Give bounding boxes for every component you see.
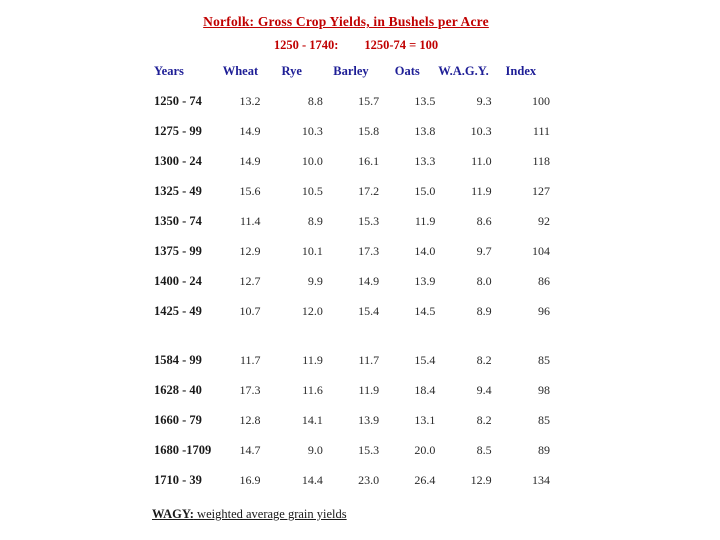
column-header-oats: Oats bbox=[394, 63, 420, 78]
value-cell: 13.9 bbox=[414, 273, 436, 288]
value-cell: 12.9 bbox=[470, 472, 492, 487]
value-cell: 13.8 bbox=[414, 123, 436, 138]
value-cell: 8.8 bbox=[307, 93, 323, 108]
value-cell: 12.9 bbox=[239, 243, 261, 258]
footnote-text: weighted average grain yields bbox=[193, 507, 347, 521]
value-cell: 15.4 bbox=[358, 303, 380, 318]
value-cell: 13.5 bbox=[414, 93, 436, 108]
subtitle-period: 1250 - 1740: bbox=[273, 38, 339, 52]
value-cell: 89 bbox=[538, 442, 550, 457]
footnote-label: WAGY: bbox=[152, 507, 194, 521]
value-cell: 96 bbox=[538, 303, 550, 318]
value-cell: 9.9 bbox=[307, 273, 323, 288]
value-cell: 11.7 bbox=[358, 352, 380, 367]
value-cell: 9.7 bbox=[476, 243, 492, 258]
value-cell: 14.7 bbox=[239, 442, 261, 457]
table-row bbox=[150, 375, 550, 405]
value-cell: 13.3 bbox=[414, 153, 436, 168]
value-cell: 8.2 bbox=[476, 352, 492, 367]
value-cell: 16.9 bbox=[239, 472, 261, 487]
value-cell: 98 bbox=[538, 382, 550, 397]
value-cell: 17.3 bbox=[239, 382, 261, 397]
value-cell: 118 bbox=[532, 153, 550, 168]
value-cell: 16.1 bbox=[358, 153, 380, 168]
value-cell: 92 bbox=[538, 213, 550, 228]
value-cell: 10.3 bbox=[301, 123, 323, 138]
table-body bbox=[150, 86, 550, 495]
years-cell: 1300 - 24 bbox=[154, 153, 202, 168]
column-header-barley: Barley bbox=[333, 63, 369, 78]
value-cell: 17.3 bbox=[358, 243, 380, 258]
value-cell: 11.9 bbox=[302, 352, 323, 367]
value-cell: 20.0 bbox=[414, 442, 436, 457]
slide-title: Norfolk: Gross Crop Yields, in Bushels per Acre bbox=[203, 14, 489, 29]
value-cell: 9.4 bbox=[476, 382, 492, 397]
value-cell: 11.7 bbox=[239, 352, 261, 367]
value-cell: 15.7 bbox=[358, 93, 380, 108]
value-cell: 11.9 bbox=[358, 382, 380, 397]
value-cell: 14.4 bbox=[301, 472, 323, 487]
value-cell: 8.9 bbox=[476, 303, 492, 318]
value-cell: 86 bbox=[538, 273, 550, 288]
value-cell: 10.0 bbox=[301, 153, 323, 168]
years-cell: 1628 - 40 bbox=[154, 382, 202, 397]
table-row bbox=[150, 176, 550, 206]
value-cell: 9.0 bbox=[307, 442, 323, 457]
value-cell: 12.7 bbox=[239, 273, 261, 288]
value-cell: 15.3 bbox=[358, 442, 380, 457]
table-row bbox=[150, 465, 550, 495]
table-row bbox=[150, 116, 550, 146]
value-cell: 23.0 bbox=[358, 472, 380, 487]
value-cell: 10.1 bbox=[301, 243, 323, 258]
table-row bbox=[150, 296, 550, 326]
value-cell: 100 bbox=[532, 93, 550, 108]
years-cell: 1350 - 74 bbox=[154, 213, 202, 228]
years-cell: 1325 - 49 bbox=[154, 183, 202, 198]
value-cell: 15.6 bbox=[239, 183, 261, 198]
value-cell: 12.8 bbox=[239, 412, 261, 427]
value-cell: 17.2 bbox=[358, 183, 380, 198]
value-cell: 85 bbox=[538, 352, 550, 367]
value-cell: 15.8 bbox=[358, 123, 380, 138]
value-cell: 15.0 bbox=[414, 183, 436, 198]
table-row bbox=[150, 266, 550, 296]
column-header-years: Years bbox=[154, 63, 184, 78]
value-cell: 14.9 bbox=[239, 153, 261, 168]
years-cell: 1375 - 99 bbox=[154, 243, 202, 258]
value-cell: 10.3 bbox=[470, 123, 492, 138]
value-cell: 11.9 bbox=[414, 213, 436, 228]
value-cell: 127 bbox=[532, 183, 550, 198]
years-cell: 1680 -1709 bbox=[154, 442, 212, 457]
column-header-wheat: Wheat bbox=[222, 63, 259, 78]
table-row bbox=[150, 86, 550, 116]
table-row bbox=[150, 146, 550, 176]
years-cell: 1710 - 39 bbox=[154, 472, 202, 487]
subtitle-base-index: 1250-74 = 100 bbox=[364, 38, 439, 52]
footnote bbox=[152, 507, 347, 522]
slide-subtitle bbox=[0, 38, 712, 53]
group-gap bbox=[150, 326, 550, 345]
value-cell: 13.1 bbox=[414, 412, 436, 427]
value-cell: 15.4 bbox=[414, 352, 436, 367]
table-row bbox=[150, 206, 550, 236]
years-cell: 1660 - 79 bbox=[154, 412, 202, 427]
value-cell: 134 bbox=[532, 472, 550, 487]
value-cell: 12.0 bbox=[301, 303, 323, 318]
value-cell: 9.3 bbox=[476, 93, 492, 108]
value-cell: 14.0 bbox=[414, 243, 436, 258]
table-row bbox=[150, 435, 550, 465]
column-header-rye: Rye bbox=[281, 63, 302, 78]
value-cell: 14.9 bbox=[358, 273, 380, 288]
value-cell: 111 bbox=[532, 123, 550, 138]
value-cell: 14.1 bbox=[301, 412, 323, 427]
value-cell: 15.3 bbox=[358, 213, 380, 228]
value-cell: 11.0 bbox=[471, 153, 492, 168]
group-gap-cell bbox=[150, 326, 550, 345]
crop-yields-table bbox=[150, 56, 550, 495]
value-cell: 8.2 bbox=[476, 412, 492, 427]
value-cell: 8.6 bbox=[476, 213, 492, 228]
value-cell: 8.5 bbox=[476, 442, 492, 457]
value-cell: 10.7 bbox=[239, 303, 261, 318]
column-header-wagy: W.A.G.Y. bbox=[438, 63, 489, 78]
column-header-index: Index bbox=[505, 63, 537, 78]
value-cell: 104 bbox=[532, 243, 550, 258]
header-row bbox=[150, 56, 550, 86]
value-cell: 18.4 bbox=[414, 382, 436, 397]
value-cell: 11.9 bbox=[471, 183, 492, 198]
value-cell: 8.9 bbox=[307, 213, 323, 228]
years-cell: 1400 - 24 bbox=[154, 273, 202, 288]
value-cell: 26.4 bbox=[414, 472, 436, 487]
years-cell: 1250 - 74 bbox=[154, 93, 202, 108]
value-cell: 14.5 bbox=[414, 303, 436, 318]
years-cell: 1275 - 99 bbox=[154, 123, 202, 138]
value-cell: 11.6 bbox=[302, 382, 323, 397]
years-cell: 1584 - 99 bbox=[154, 352, 202, 367]
value-cell: 13.2 bbox=[239, 93, 261, 108]
table-row bbox=[150, 236, 550, 266]
value-cell: 11.4 bbox=[239, 213, 261, 228]
value-cell: 14.9 bbox=[239, 123, 261, 138]
value-cell: 8.0 bbox=[476, 273, 492, 288]
table-row bbox=[150, 345, 550, 375]
value-cell: 85 bbox=[538, 412, 550, 427]
years-cell: 1425 - 49 bbox=[154, 303, 202, 318]
table-row bbox=[150, 405, 550, 435]
table-header bbox=[150, 56, 550, 86]
value-cell: 10.5 bbox=[301, 183, 323, 198]
value-cell: 13.9 bbox=[358, 412, 380, 427]
